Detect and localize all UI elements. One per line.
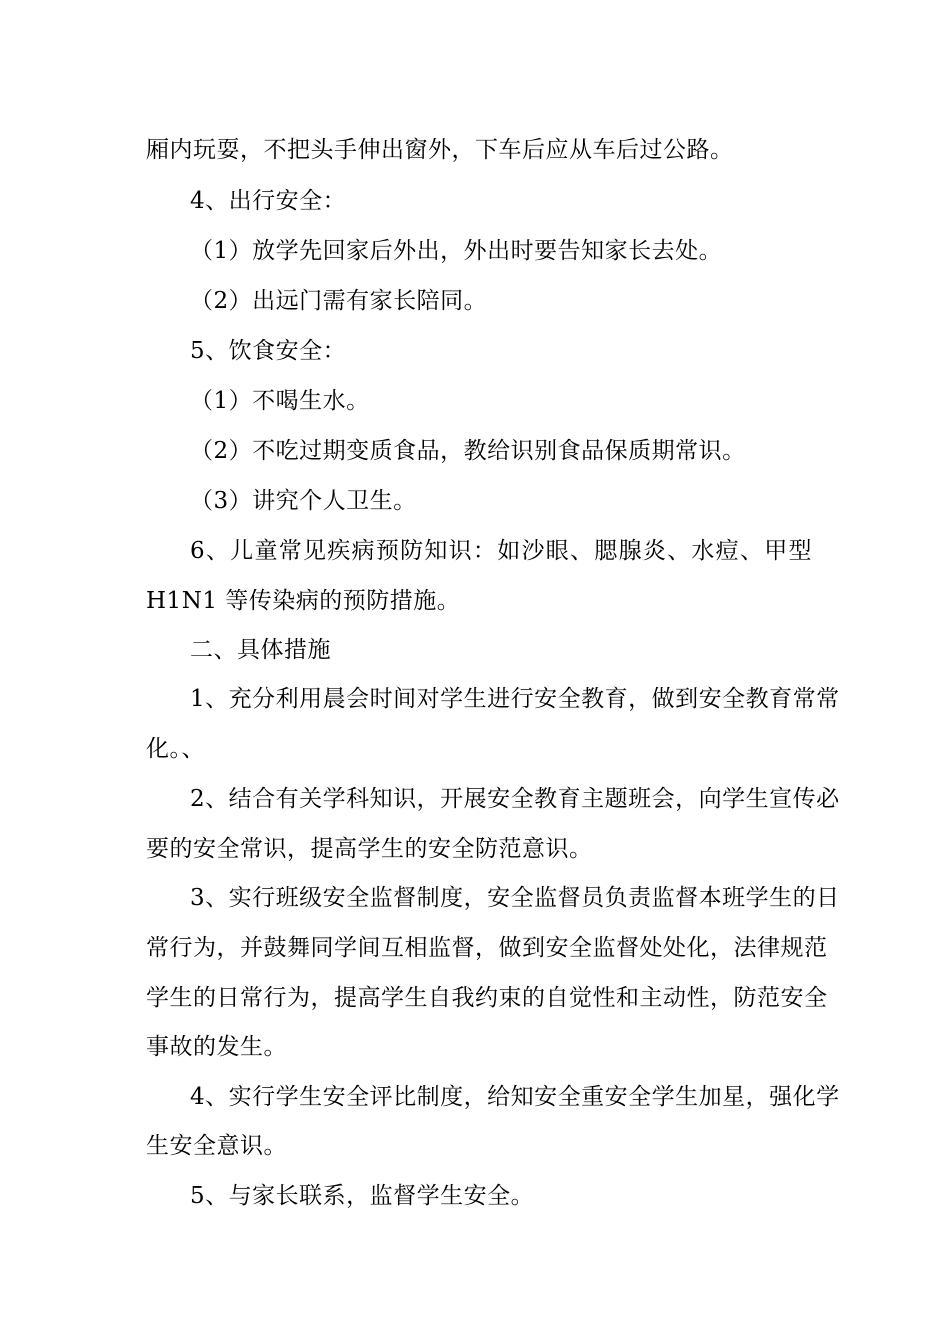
paragraph-line: 厢内玩耍，不把头手伸出窗外，下车后应从车后过公路。 <box>146 137 734 163</box>
paragraph-line: 2、结合有关学科知识，开展安全教育主题班会，向学生宣传必 <box>190 786 840 812</box>
list-item: （1）放学先回家后外出，外出时要告知家长去处。 <box>190 238 723 264</box>
section-heading: 4、出行安全： <box>190 188 347 214</box>
paragraph-line: 生安全意识。 <box>146 1133 287 1159</box>
paragraph-line: 要的安全常识，提高学生的安全防范意识。 <box>146 836 593 862</box>
paragraph-line: H1N1 等传染病的预防措施。 <box>146 588 461 614</box>
section-heading: 二、具体措施 <box>190 637 331 663</box>
paragraph-line: 化。、 <box>146 736 205 762</box>
list-item: （2）不吃过期变质食品，教给识别食品保质期常识。 <box>190 438 746 464</box>
paragraph-line: 3、实行班级安全监督制度，安全监督员负责监督本班学生的日 <box>190 885 840 911</box>
list-item: （3）讲究个人卫生。 <box>190 488 417 514</box>
paragraph-line: 1、充分利用晨会时间对学生进行安全教育，做到安全教育常常 <box>190 686 840 712</box>
paragraph-line: 常行为，并鼓舞同学间互相监督，做到安全监督处处化，法律规范 <box>146 935 828 961</box>
list-item: （1）不喝生水。 <box>190 388 370 414</box>
paragraph-line: 6、儿童常见疾病预防知识：如沙眼、腮腺炎、水痘、甲型 <box>190 538 812 564</box>
section-heading: 5、饮食安全： <box>190 338 347 364</box>
paragraph-line: 学生的日常行为，提高学生自我约束的自觉性和主动性，防范安全 <box>146 985 828 1011</box>
paragraph-line: 5、与家长联系，监督学生安全。 <box>190 1183 535 1209</box>
paragraph-line: 事故的发生。 <box>146 1034 287 1060</box>
list-item: （2）出远门需有家长陪同。 <box>190 288 488 314</box>
paragraph-line: 4、实行学生安全评比制度，给知安全重安全学生加星，强化学 <box>190 1084 840 1110</box>
